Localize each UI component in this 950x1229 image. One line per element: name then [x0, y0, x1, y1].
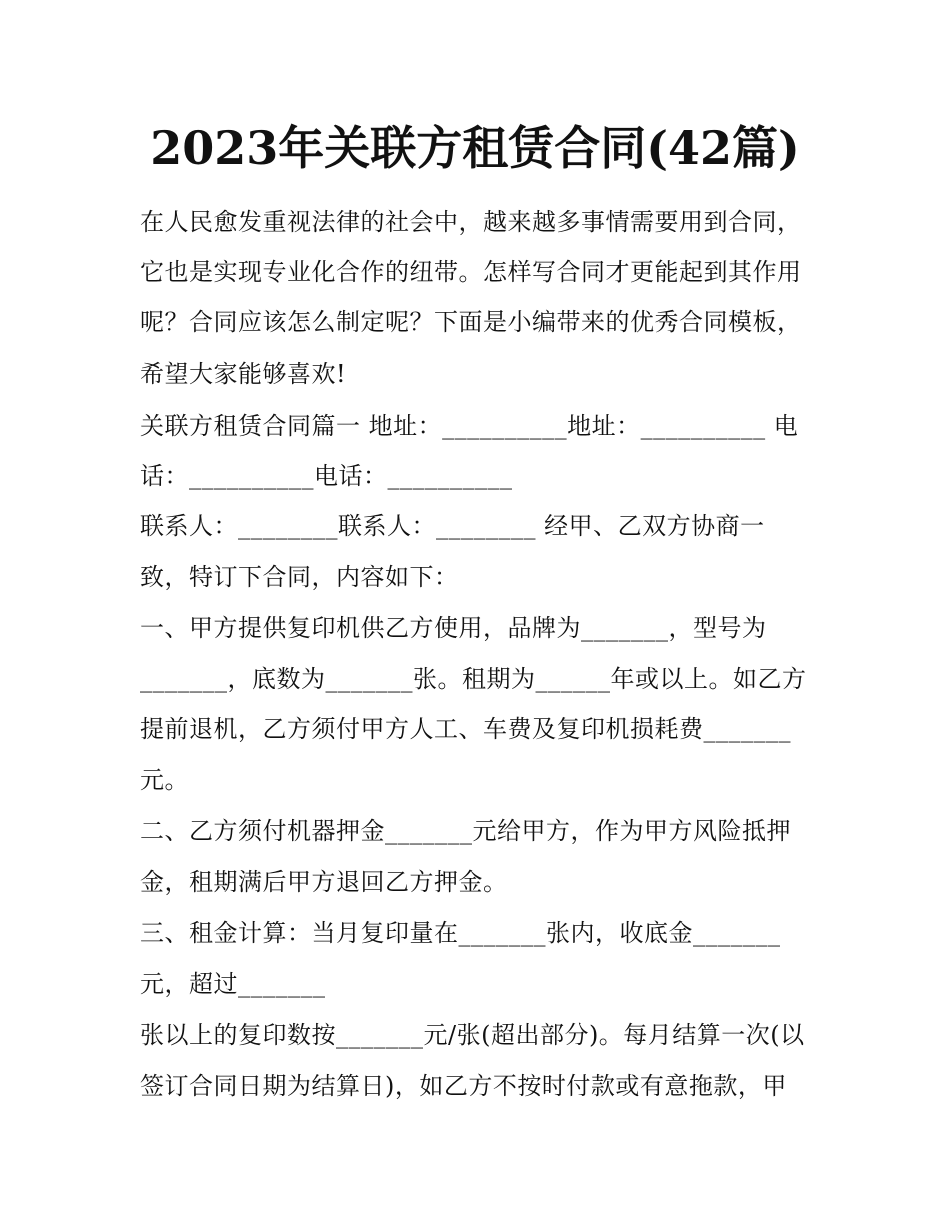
text-line: 元。	[140, 766, 189, 794]
text-line: 元，超过_______	[140, 970, 326, 998]
text-line: 一、甲方提供复印机供乙方使用，品牌为_______，型号为	[140, 614, 767, 642]
text-line: 话：__________电话：__________	[140, 462, 513, 490]
text-line: 在人民愈发重视法律的社会中，越来越多事情需要用到合同，	[140, 208, 802, 236]
text-line: 希望大家能够喜欢!	[140, 360, 347, 388]
document-title: 2023年关联方租赁合同(42篇)	[150, 121, 800, 175]
text-line: 呢？合同应该怎么制定呢？下面是小编带来的优秀合同模板，	[140, 308, 802, 336]
text-line: 三、租金计算：当月复印量在_______张内，收底金_______	[140, 919, 781, 947]
text-line: 二、乙方须付机器押金_______元给甲方，作为甲方风险抵押	[140, 817, 791, 845]
text-line: _______，底数为_______张。租期为______年或以上。如乙方	[140, 665, 807, 693]
text-line: 提前退机，乙方须付甲方人工、车费及复印机损耗费_______	[140, 715, 791, 743]
text-line: 张以上的复印数按_______元/张(超出部分)。每月结算一次(以	[140, 1021, 805, 1049]
text-line: 关联方租赁合同篇一 地址：__________地址：__________ 电	[140, 412, 799, 440]
text-line: 金，租期满后甲方退回乙方押金。	[140, 868, 508, 896]
text-line: 致，特订下合同，内容如下：	[140, 563, 459, 591]
text-line: 它也是实现专业化合作的纽带。怎样写合同才更能起到其作用	[140, 258, 802, 286]
text-line: 签订合同日期为结算日)，如乙方不按时付款或有意拖款，甲	[140, 1072, 787, 1100]
text-line: 联系人：________联系人：________ 经甲、乙双方协商一	[140, 512, 765, 540]
